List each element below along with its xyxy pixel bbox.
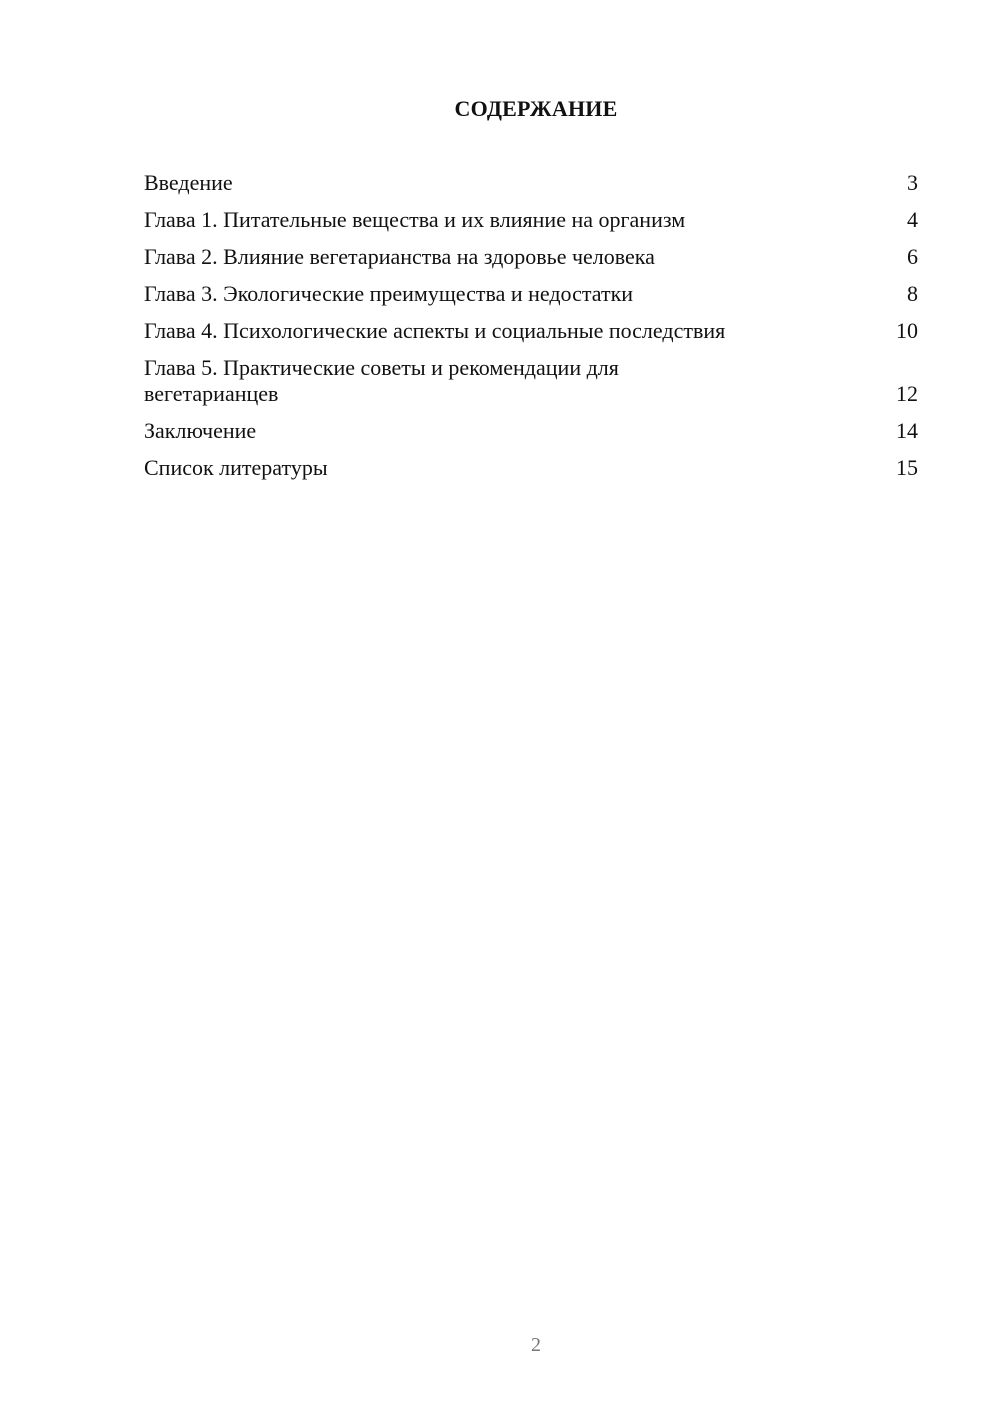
toc-entry: [144, 355, 918, 407]
toc-entry-page: 12: [896, 381, 918, 406]
toc-entry-text: Глава 3. Экологические преимущества и недостатки: [144, 281, 634, 306]
toc-entry-text: Глава 5. Практические советы и рекомендации для вегетарианцев: [144, 355, 619, 406]
toc-entry-text: Глава 1. Питательные вещества и их влияние на организм: [144, 207, 686, 232]
toc-entry: [144, 455, 918, 481]
toc-entry-page: 14: [896, 418, 918, 443]
toc-entry-page: 6: [907, 244, 918, 269]
toc-entry: [144, 318, 918, 344]
toc-title: СОДЕРЖАНИЕ: [454, 96, 618, 121]
toc-entry: [144, 418, 918, 444]
page-number: 2: [531, 1334, 541, 1356]
toc-entry-page: 8: [907, 281, 918, 306]
toc-list: [144, 170, 918, 492]
toc-entry: [144, 170, 918, 196]
toc-entry: [144, 244, 918, 270]
toc-entry: [144, 207, 918, 233]
toc-entry-page: 3: [907, 170, 918, 195]
toc-entry-page: 15: [896, 455, 918, 480]
toc-entry: [144, 281, 918, 307]
toc-entry-text: Глава 2. Влияние вегетарианства на здоровье человека: [144, 244, 655, 269]
toc-entry-text: Введение: [144, 170, 233, 195]
toc-entry-page: 4: [907, 207, 918, 232]
toc-entry-text: Список литературы: [144, 455, 328, 480]
toc-entry-page: 10: [896, 318, 918, 343]
toc-entry-text: Заключение: [144, 418, 257, 443]
toc-entry-text: Глава 4. Психологические аспекты и социальные последствия: [144, 318, 726, 343]
